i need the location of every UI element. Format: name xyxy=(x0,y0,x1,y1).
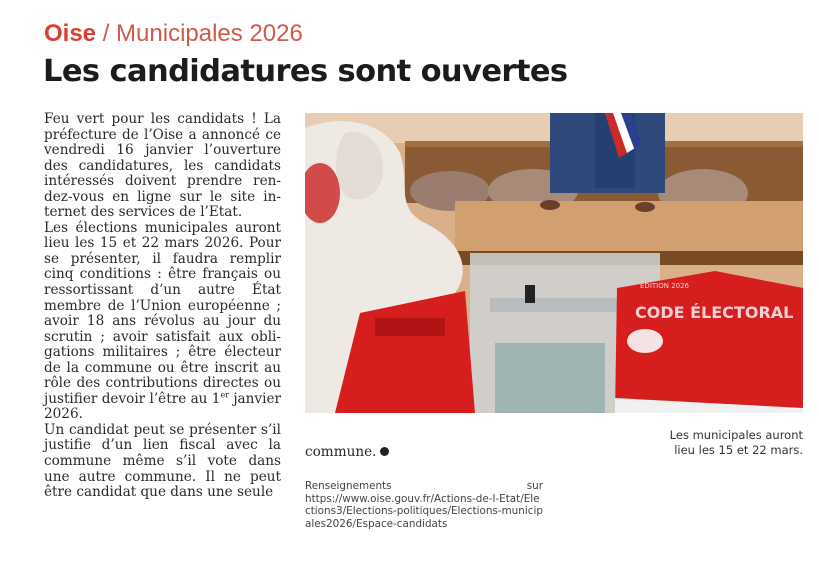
paragraph-3: Un candidat peut se présenter s’il justifie d’un lien fiscal avec la commune même s’il vote dans une autre commune. Il ne peut être candidat que dans une seule xyxy=(44,421,281,501)
paragraph-2 xyxy=(44,221,281,423)
article-column-1 xyxy=(44,112,281,501)
article-continuation xyxy=(305,444,389,460)
paragraph-2-tail: janvier 2026. xyxy=(44,390,281,423)
info-box xyxy=(305,480,543,530)
info-label: Renseignements xyxy=(305,480,392,492)
paragraph-2-text: Les élections municipales auront lieu les 15 et 22 mars 2026. Pour se présenter, il faudra remplir cinq conditions : être français ou ressortissant d’un autre État membre de l’Union européenne ; avoir 18 ans révolus au jour du scrutin ; avoir satisfait aux obli-gations militaires ; être électeur de la commune ou être inscrit au rôle des contributions directes ou justifier devoir l’être au 1 xyxy=(44,219,281,407)
article-photo xyxy=(305,113,803,413)
caption-line-2: lieu les 15 et 22 mars. xyxy=(674,443,803,457)
continuation-text: commune. xyxy=(305,444,377,460)
section-kicker xyxy=(44,20,303,48)
caption-line-1: Les municipales auront xyxy=(669,428,803,442)
paragraph-1: Feu vert pour les candidats ! La préfecture de l’Oise a annoncé ce vendredi 16 janvier l’ouverture des candidatures, les candidats intéressés doivent prendre ren-dez-vous en ligne sur le site in-ternet des services de l’Etat. xyxy=(44,111,281,221)
kicker-separator: / xyxy=(96,20,117,47)
svg-text:CODE ÉLECTORAL: CODE ÉLECTORAL xyxy=(635,303,794,322)
info-link[interactable]: https://www.oise.gouv.fr/Actions-de-l-Etat/Elections3/Elections-politiques/Elections-municipales2026/Espace-candidats xyxy=(305,492,543,530)
info-row xyxy=(305,480,543,493)
photo-illustration xyxy=(305,113,803,413)
headline: Les candidatures sont ouvertes xyxy=(43,54,568,89)
ordinal-sup: er xyxy=(220,390,229,400)
section-label: Municipales 2026 xyxy=(116,20,303,47)
end-mark-icon xyxy=(380,447,389,456)
info-on: sur xyxy=(526,480,543,492)
photo-caption xyxy=(603,428,803,458)
svg-text:ÉDITION 2026: ÉDITION 2026 xyxy=(640,282,690,290)
rubric-label: Oise xyxy=(44,20,97,47)
